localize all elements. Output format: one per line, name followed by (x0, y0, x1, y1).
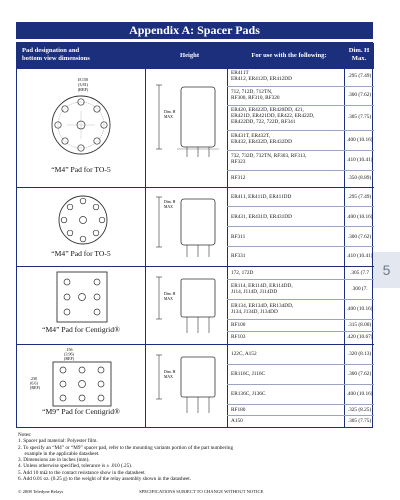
note-item: 4. Unless otherwise specified, tolerance is ± .010 (.25). (18, 463, 133, 470)
use-cell: 712, 712D, 712TN, RF300, RF310, RF320 (231, 89, 280, 102)
use-cell: 172, 172D (231, 270, 254, 276)
dimension-label: .156 (65, 347, 73, 352)
dim-cell: .305 (7.75) (347, 418, 372, 424)
dimension-label: MAX (164, 205, 173, 209)
dim-cell: .325 (8.25) (347, 407, 372, 413)
dim-cell: .305 (7.7 (350, 270, 369, 276)
row-divider (227, 384, 374, 385)
row-divider (227, 415, 374, 416)
dim-cell: .410 (10.41) (346, 157, 373, 163)
column-divider (145, 69, 146, 427)
note-item: 6. Add 0.01 oz. (0.25 g) to the weight of the relay assembly shown in the datasheet. (18, 476, 192, 483)
pin-hole (67, 204, 73, 210)
dim-cell: .400 (10.16) (346, 306, 373, 312)
dim-cell: .400 (10.16) (346, 137, 373, 143)
m4-centigrid-pad-drawing (43, 270, 123, 326)
dim-cell: .320 (8.13) (347, 351, 372, 357)
row-divider (227, 331, 374, 332)
dimension-label: (3.96) (64, 351, 74, 357)
center-hole (79, 381, 86, 388)
pin-hole (80, 236, 86, 242)
pin-hole (94, 309, 100, 315)
header-dim (344, 43, 374, 69)
use-cell: ER431T, ER432T, ER432, ER432D, ER432DD (231, 133, 292, 146)
row-divider (227, 150, 374, 151)
dim-cell: .295 (7.49) (347, 194, 372, 200)
pin-hole (79, 367, 85, 373)
dimension-label: MAX (164, 297, 173, 301)
dim-cell: .420 (10.67) (346, 334, 373, 340)
header-dim-line1: Dim. H (348, 47, 370, 54)
section-tab[interactable]: 5 (373, 252, 400, 288)
pin-hole (99, 217, 105, 223)
dimension-label: MAX (164, 115, 173, 119)
use-cell: RF100 (231, 322, 246, 328)
row-divider (227, 279, 374, 280)
header-dim-line2: Max. (351, 54, 367, 62)
use-cell: A150 (231, 418, 243, 424)
dim-cell: .300 (7. (351, 286, 368, 292)
use-cell: ER431, ER431D, ER431DD (231, 214, 292, 220)
pin-hole (67, 230, 73, 236)
note-item: 5. Add 10 mΩ to the contact resistance show in the datasheet. (18, 469, 146, 476)
pin-hole (94, 279, 100, 285)
header-pad-line1: Pad designation and (22, 47, 80, 54)
row-divider (227, 105, 374, 106)
note-item: 1. Spacer pad material: Polyester film. (18, 438, 98, 445)
section-divider (17, 187, 374, 188)
use-cell: ER411T ER412, ER412D, ER412DD (231, 70, 292, 83)
pad-outline (57, 272, 107, 322)
dimension-label: Dim. H (164, 370, 176, 374)
use-cell: ER114, ER114D, ER114DD, J114, J114D, J114DD (231, 283, 293, 296)
use-cell: ER411, ER411D, ER411DD (231, 194, 292, 200)
note-item: 2. To specify an “M4” or “M9” spacer pad, refer to the mounting variants portion of the part numbering (18, 444, 234, 451)
dim-cell: .350 (8.89) (347, 175, 372, 181)
height-drawing (151, 191, 223, 263)
dim-cell: .295 (7.49) (347, 73, 372, 79)
row-divider (227, 206, 374, 207)
pin-hole (62, 106, 68, 112)
notes-section (18, 432, 373, 482)
note-item: 3. Dimensions are in inches (mm). (18, 457, 90, 464)
dim-cell: .400 (10.16) (346, 391, 373, 397)
use-cell: RF331 (231, 253, 246, 259)
pin-hole (55, 122, 61, 128)
use-cell: ER116C, J116C (231, 371, 266, 377)
pin-hole (93, 204, 99, 210)
dimension-label: (REF) (30, 385, 40, 390)
row-divider (227, 319, 374, 320)
dim-cell: .400 (10.16) (346, 214, 373, 220)
use-cell: RF312 (231, 175, 246, 181)
disclaimer: SPECIFICATIONS SUBJECT TO CHANGE WITHOUT NOTICE (139, 489, 264, 494)
header-use: For use with the following: (234, 43, 344, 69)
dimension-label: Dim. H (164, 200, 176, 204)
relay-body (181, 357, 215, 397)
header-pad-line2: bottom view dimensions (22, 54, 90, 62)
notes-heading: Notes: (18, 432, 32, 438)
page-footer (18, 489, 373, 494)
row-divider (227, 246, 374, 247)
dim-cell: .300 (7.62) (347, 371, 372, 377)
pin-hole (79, 395, 85, 401)
m4-to5-pad-drawing (39, 191, 129, 251)
use-cell: RF180 (231, 407, 246, 413)
use-cell: RF311 (231, 234, 246, 240)
pin-hole (98, 395, 104, 401)
dimension-label: (REF) (77, 87, 89, 92)
row-divider (227, 130, 374, 131)
height-drawing (151, 349, 223, 419)
pin-hole (98, 367, 104, 373)
pin-hole (64, 279, 70, 285)
row-divider (227, 226, 374, 227)
row-divider (227, 170, 374, 171)
pad-outline (59, 196, 107, 244)
center-hole (80, 217, 87, 224)
pin-hole (94, 294, 100, 300)
relay-body (181, 199, 215, 245)
use-cell: 732, 732D, 732TN, RF303, RF313, RF323 (231, 153, 307, 166)
pin-hole (64, 309, 70, 315)
row-divider (227, 299, 374, 300)
pin-hole (60, 381, 66, 387)
m4-to5-pad-drawing (31, 73, 131, 163)
pad-label-m4-to5: “M4” Pad for TO-5 (51, 249, 111, 258)
center-hole (79, 294, 86, 301)
dim-cell: .300 (7.62) (347, 234, 372, 240)
dimension-label: (6.6) (30, 380, 38, 386)
row-divider (227, 364, 374, 365)
pin-hole (94, 138, 100, 144)
section-divider (17, 344, 374, 345)
pin-hole (94, 106, 100, 112)
height-drawing (151, 77, 223, 167)
relay-body (181, 87, 215, 147)
row-divider (227, 86, 374, 87)
pin-hole (80, 198, 86, 204)
use-cell: ER134, ER134D, ER134DD, J134, J134D, J134DD (231, 303, 294, 316)
use-cell: ER136C, J136C (231, 391, 266, 397)
section-divider (17, 266, 374, 267)
dimension-label: (REF) (64, 356, 74, 361)
pin-hole (60, 395, 66, 401)
pin-hole (60, 367, 66, 373)
dimension-label: Dim. H (164, 110, 176, 114)
dimension-label: (3.81) (77, 82, 89, 87)
height-drawing (151, 271, 223, 341)
m9-centigrid-pad-drawing (27, 346, 139, 408)
pad-label-m4-centigrid: “M4” Pad for Centigrid® (42, 325, 120, 334)
dim-cell: .315 (8.00) (347, 322, 372, 328)
copyright: © 2008 Teledyne Relays (18, 489, 64, 494)
dimension-label: MAX (164, 375, 173, 379)
pin-hole (62, 138, 68, 144)
pin-hole (61, 217, 67, 223)
dimension-label: Dim. H (164, 292, 176, 296)
pin-hole (98, 381, 104, 387)
spacer-pad-table (16, 42, 373, 428)
pad-outline (53, 362, 111, 406)
page-title: Appendix A: Spacer Pads (16, 22, 373, 39)
relay-body (181, 279, 215, 317)
note-item: example in the applicable datasheet. (18, 450, 100, 457)
use-cell: 122C, A152 (231, 351, 257, 357)
dimension-label: Ø.150 (77, 77, 89, 82)
use-cell: ER420, ER422D, ER420DD, 421, ER421D, ER421DD, ER422, ER422D, ER422DD, 722, 722D, RF341 (231, 107, 315, 126)
header-height: Height (145, 43, 234, 69)
dim-cell: .305 (7.75) (347, 114, 372, 120)
row-divider (227, 404, 374, 405)
header-pad-designation (17, 43, 145, 69)
pad-label-m9-centigrid: “M9” Pad for Centigrid® (42, 407, 120, 416)
dim-cell: .410 (10.41) (346, 253, 373, 259)
pin-hole (64, 294, 70, 300)
dimension-label: .230 (30, 376, 37, 381)
pad-label-m4-to5: “M4” Pad for TO-5 (51, 165, 111, 174)
dim-cell: .300 (7.62) (347, 92, 372, 98)
pin-hole (93, 230, 99, 236)
use-cell: RF103 (231, 334, 246, 340)
